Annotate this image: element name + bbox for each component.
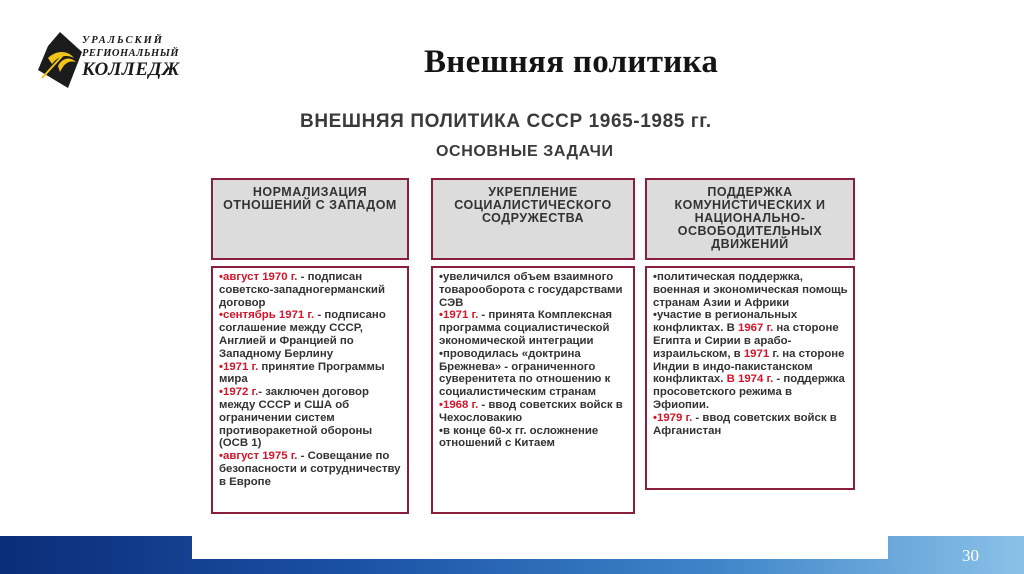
- item-date: •август 1970 г.: [219, 271, 298, 283]
- logo-line-1: УРАЛЬСКИЙ: [82, 35, 164, 46]
- item-text: - подписан советско-западногерманский договор: [219, 271, 385, 309]
- item-date: 1967 г.: [737, 322, 774, 335]
- list-item: [439, 399, 628, 425]
- infographic-subtitle: ОСНОВНЫЕ ЗАДАЧИ: [436, 143, 614, 160]
- list-item: [439, 271, 628, 309]
- page-number: 30: [962, 546, 979, 565]
- item-text: •участие в региональных конфликтах. В: [653, 309, 798, 335]
- item-text: - поддержка просоветского режима в Эфиопии.: [653, 373, 845, 411]
- list-item: [219, 361, 402, 387]
- item-text: принятие Программы мира: [219, 360, 385, 386]
- college-logo: [38, 28, 178, 94]
- item-date: 1971: [743, 347, 770, 360]
- list-item: [219, 450, 402, 488]
- item-text: •проводилась «доктрина Брежнева» - ограниченного суверенитета по отношению к социалистическим странам: [439, 347, 611, 399]
- item-date: В 1974 г.: [726, 373, 774, 386]
- item-date: •1972 г.: [219, 386, 259, 399]
- item-text: - ввод советских войск в Афганистан: [653, 411, 837, 437]
- column-body-liberation: [645, 266, 855, 490]
- infographic-title: ВНЕШНЯЯ ПОЛИТИКА СССР 1965-1985 гг.: [300, 111, 712, 132]
- list-item: [439, 348, 628, 399]
- item-date: •1968 г.: [439, 398, 479, 411]
- college-logo-text: [82, 36, 180, 79]
- column-heading-west-text: НОРМАЛИЗАЦИЯ ОТНОШЕНИЙ С ЗАПАДОМ: [223, 185, 397, 212]
- item-text: - заключен договор между СССР и США об ограничении систем противоракетной обороны (ОСВ 1): [219, 386, 373, 450]
- item-text: - подписано соглашение между СССР, Англией и Францией по Западному Берлину: [219, 309, 386, 360]
- column-body-west: [211, 266, 409, 514]
- list-item: •политическая поддержка, военная и экономическая помощь странам Азии и Африки: [653, 271, 848, 309]
- item-text: •увеличился объем взаимного товарооборота с государствами СЭВ: [439, 271, 623, 309]
- item-date: •1971 г.: [219, 360, 259, 373]
- item-text: г. на стороне Индии в индо-пакистанском конфликтах.: [653, 347, 845, 386]
- item-text: на стороне Египта и Сирии в арабо-израильском, в: [653, 322, 839, 360]
- column-heading-socialist: [431, 178, 635, 260]
- footer-white-strip: [192, 536, 888, 559]
- list-item: [219, 309, 402, 360]
- item-date: •август 1975 г.: [219, 450, 298, 463]
- column-body-socialist: [431, 266, 635, 514]
- column-heading-liberation: [645, 178, 855, 260]
- item-text: •в конце 60-х гг. осложнение отношений с Китаем: [439, 424, 599, 450]
- list-item: [219, 386, 402, 450]
- item-text: - Совещание по безопасности и сотрудничеству в Европе: [219, 450, 401, 488]
- list-item: [439, 425, 628, 451]
- item-date: •1979 г.: [653, 411, 693, 424]
- item-date: •сентябрь 1971 г.: [219, 309, 315, 322]
- column-heading-liberation-text: ПОДДЕРЖКА КОМУНИСТИЧЕСКИХ И НАЦИОНАЛЬНО-ОСВОБОДИТЕЛЬНЫХ ДВИЖЕНИЙ: [674, 185, 826, 251]
- logo-line-2: РЕГИОНАЛЬНЫЙ: [82, 47, 180, 59]
- item-text: - ввод советских войск в Чехословакию: [439, 398, 623, 424]
- item-text: - принята Комплексная программа социалистической экономической интеграции: [439, 309, 613, 347]
- college-logo-icon: [38, 32, 82, 88]
- slide-title: Внешняя политика: [424, 44, 719, 80]
- logo-line-3: КОЛЛЕДЖ: [82, 59, 180, 80]
- item-date: •1971 г.: [439, 309, 479, 322]
- column-heading-socialist-text: УКРЕПЛЕНИЕ СОЦИАЛИСТИЧЕСКОГО СОДРУЖЕСТВА: [454, 185, 612, 225]
- column-heading-west: [211, 178, 409, 260]
- list-item: [439, 309, 628, 347]
- list-item: [219, 271, 402, 309]
- list-item: [653, 412, 848, 438]
- list-item: [653, 309, 848, 411]
